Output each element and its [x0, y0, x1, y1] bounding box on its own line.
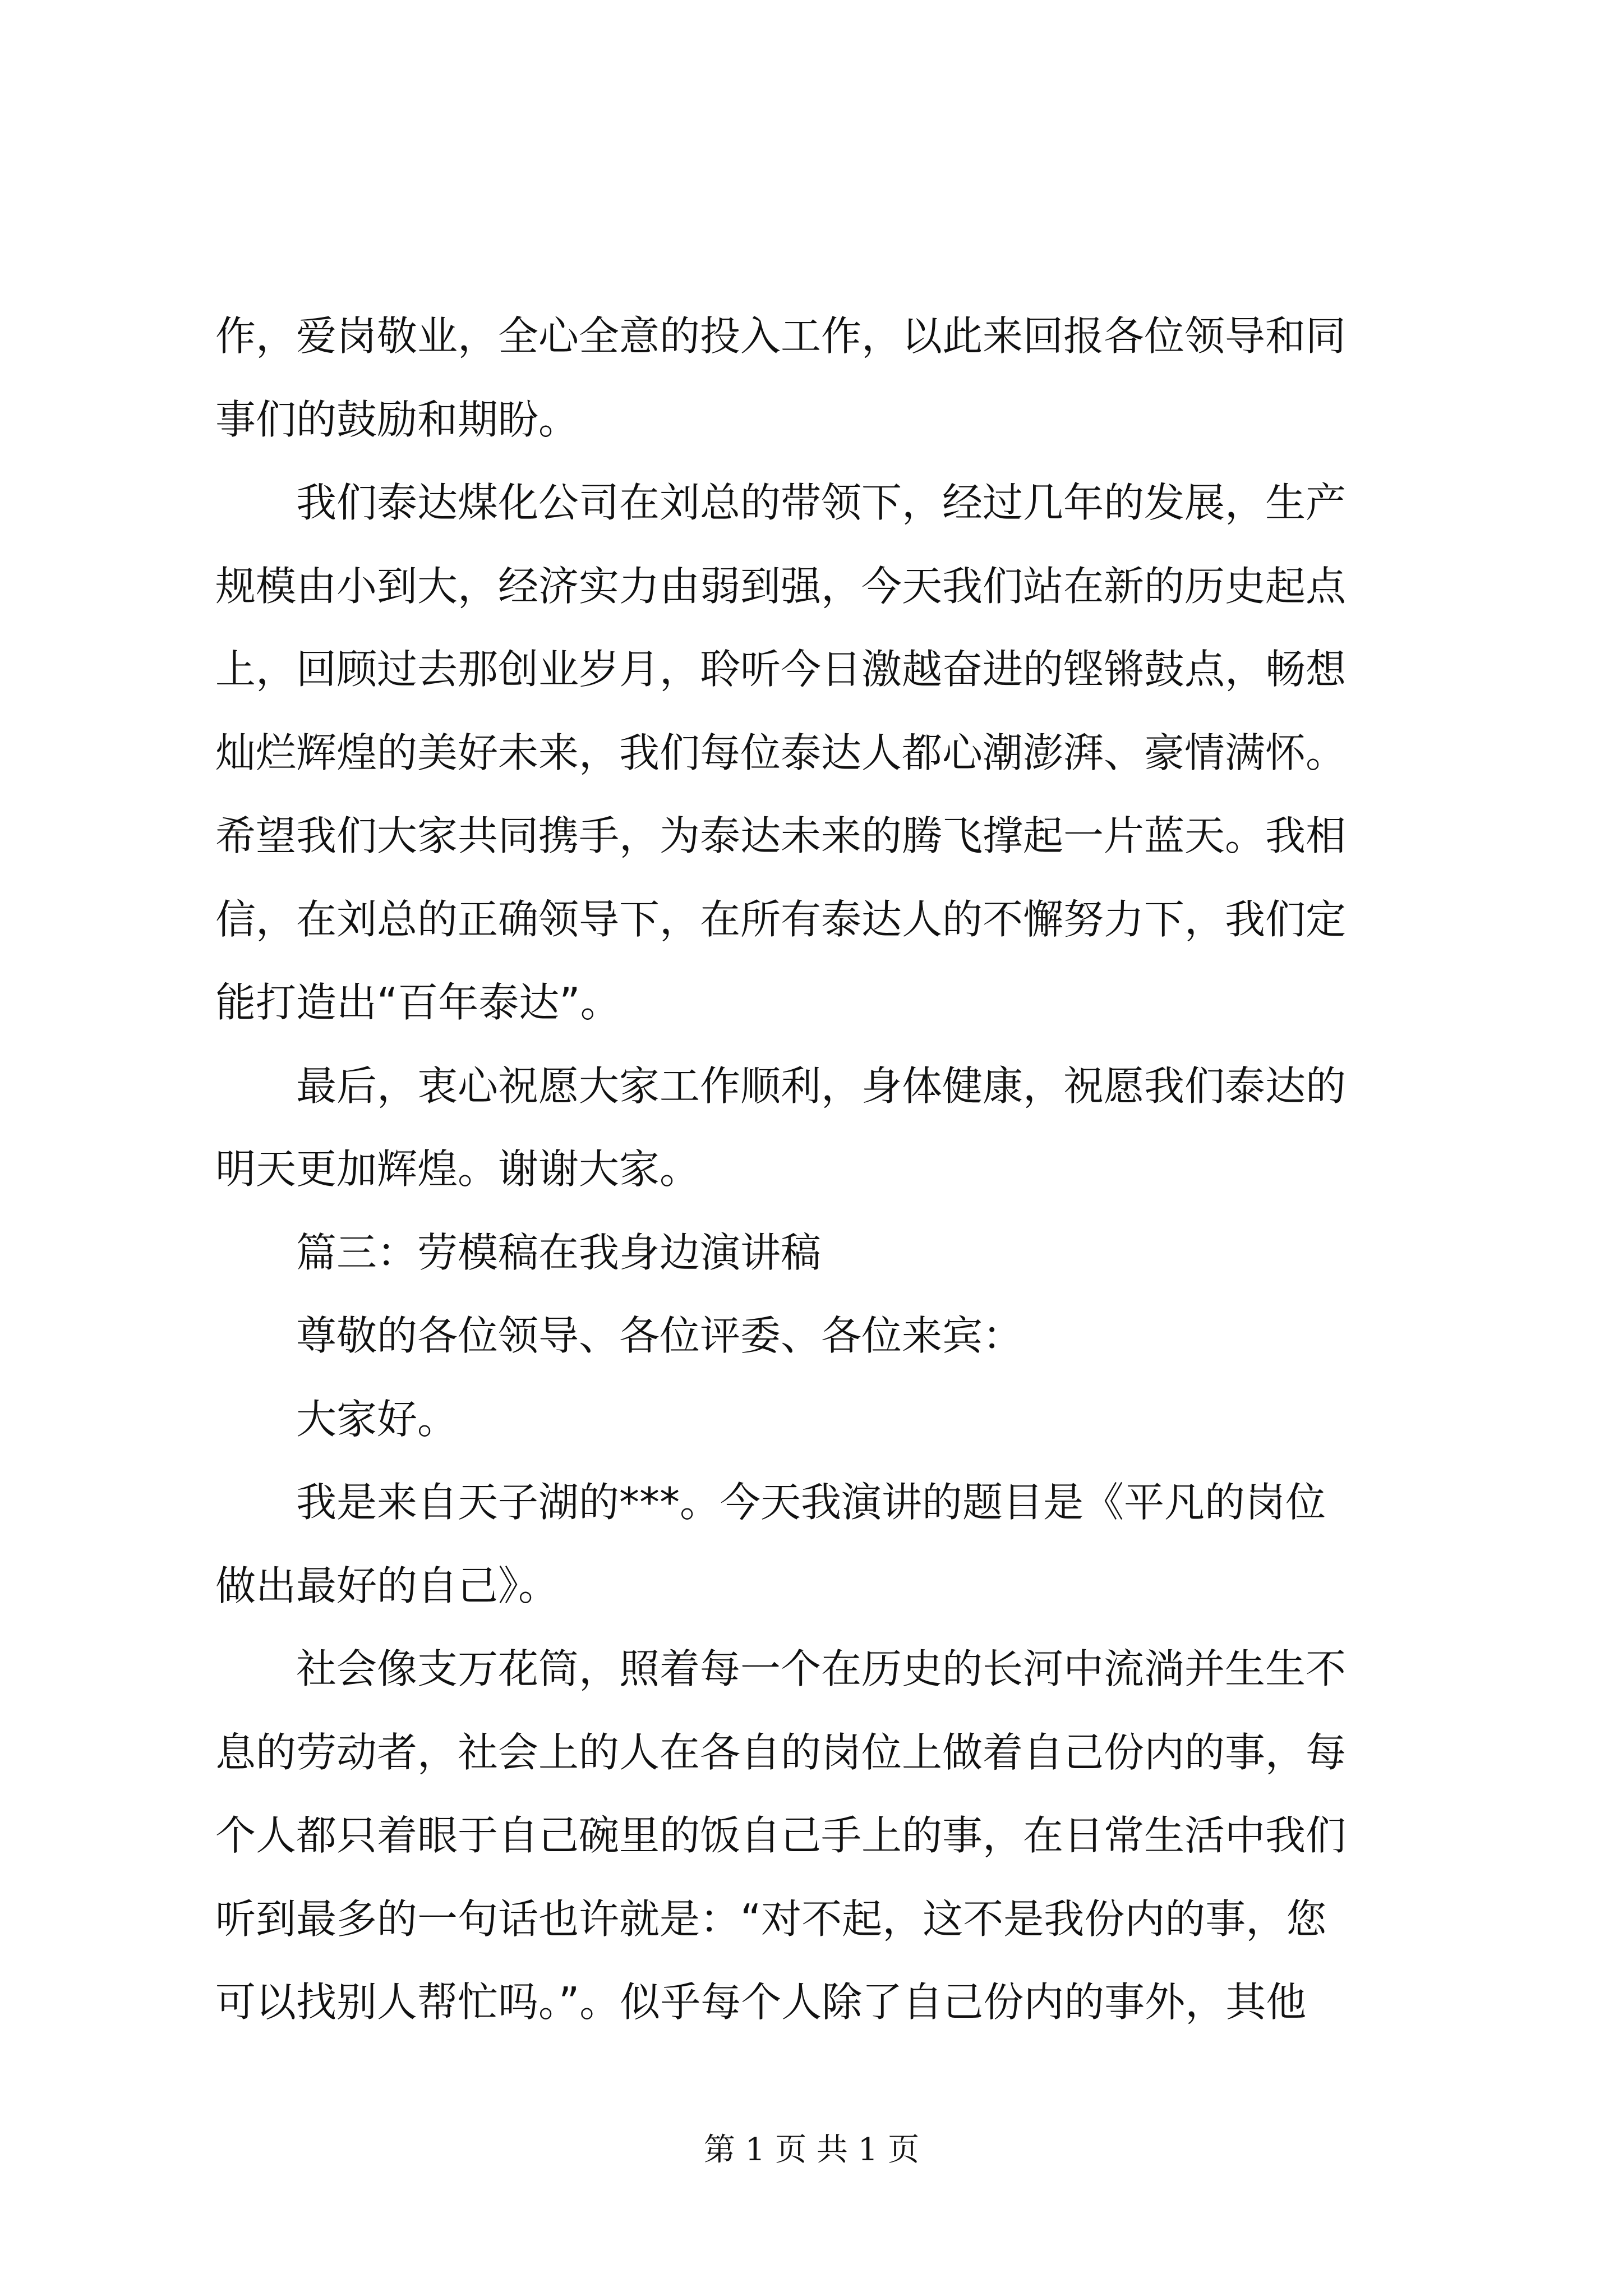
text-line-3: 我们泰达煤化公司在刘总的带领下，经过几年的发展，生产: [215, 479, 1347, 526]
text-line-14: 大家好。: [215, 1395, 458, 1443]
text-line-4: 规模由小到大，经济实力由弱到强，今天我们站在新的历史起点: [215, 562, 1347, 610]
text-line-8: 信，在刘总的正确领导下，在所有泰达人的不懈努力下，我们定: [215, 895, 1347, 943]
text-line-10: 最后，衷心祝愿大家工作顺利，身体健康，祝愿我们泰达的: [215, 1062, 1347, 1110]
text-line-5: 上，回顾过去那创业岁月，聆听今日激越奋进的铿锵鼓点，畅想: [215, 646, 1347, 693]
text-line-9: 能打造出“百年泰达”。: [215, 979, 621, 1026]
text-line-21: 可以找别人帮忙吗。”。似乎每个人除了自己份内的事外，其他: [215, 1978, 1307, 2026]
text-line-20: 听到最多的一句话也许就是：“对不起，这不是我份内的事，您: [215, 1895, 1327, 1943]
text-line-1: 作，爱岗敬业，全心全意的投入工作，以此来回报各位领导和同: [215, 312, 1347, 360]
text-line-19: 个人都只着眼于自己碗里的饭自己手上的事，在日常生活中我们: [215, 1812, 1347, 1859]
text-line-18: 息的劳动者，社会上的人在各自的岗位上做着自己份内的事，每: [215, 1728, 1347, 1776]
text-line-7: 希望我们大家共同携手，为泰达未来的腾飞撑起一片蓝天。我相: [215, 812, 1347, 859]
text-line-2: 事们的鼓励和期盼。: [215, 395, 579, 443]
text-line-16: 做出最好的自己》。: [215, 1562, 559, 1609]
section-heading: 篇三：劳模稿在我身边演讲稿: [215, 1228, 822, 1276]
document-body: [215, 295, 1408, 2044]
page-number-footer: 第 1 页 共 1 页: [703, 2132, 920, 2168]
text-line-11: 明天更加辉煌。谢谢大家。: [215, 1145, 700, 1193]
text-line-15: 我是来自天子湖的***。今天我演讲的题目是《平凡的岗位: [215, 1479, 1326, 1526]
text-line-6: 灿烂辉煌的美好未来，我们每位泰达人都心潮澎湃、豪情满怀。: [215, 729, 1347, 776]
text-line-13: 尊敬的各位领导、各位评委、各位来宾：: [215, 1312, 1023, 1359]
text-line-17: 社会像支万花筒，照着每一个在历史的长河中流淌并生生不: [215, 1645, 1347, 1692]
